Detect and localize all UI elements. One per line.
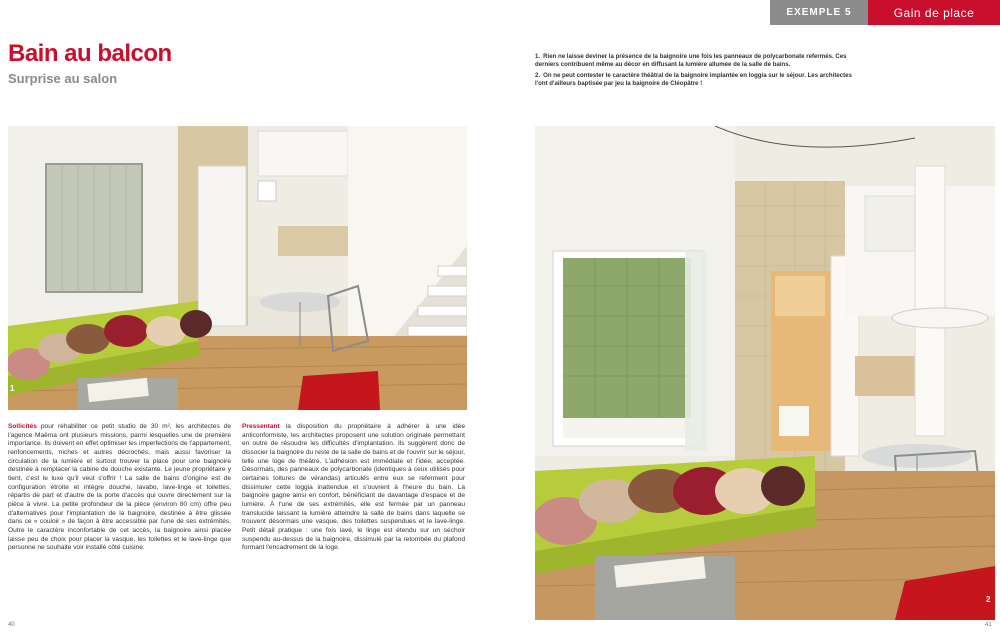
column-lead-word: Pressentant [242, 423, 280, 430]
photo-caption-2 [535, 72, 855, 89]
caption-text: Rien ne laisse deviner la présence de la baignoire une fois les panneaux de polycarbonate refermés. Ces derniers contribuent même au décor en diffusant la lumière allumée de la salle de bains. [535, 53, 847, 69]
page-number-right: 41 [985, 622, 992, 628]
photo-caption-1 [535, 53, 855, 70]
photo-number-2: 2 [986, 595, 991, 604]
photo-number-1: 1 [10, 384, 15, 393]
body-column-2 [242, 423, 465, 553]
caption-number: 2. [535, 72, 541, 79]
photo-bath-loggia-open [535, 126, 995, 620]
caption-text: On ne peut contester le caractère théâtral de la baignoire implantée en loggia sur le séjour. Les architectes l'ont d'ailleurs baptisée par jeu la baignoire de Cléopâtre ! [535, 72, 852, 88]
body-column-1 [8, 423, 231, 553]
section-tab-topic: Gain de place [868, 0, 1000, 25]
photo-living-room-closed [8, 126, 467, 410]
column-text: pour réhabiliter ce petit studio de 30 m², les architectes de l'agence Maëma ont plusieurs missions, parmi lesquelles une de première importance. Ils doivent en effet optimiser les imperfections de l'appartement, renfoncements, niches et autres décrochés, mais aussi favoriser la circulation de la lumière et surtout trouver la place pour une baignoire destinée à remplacer la cabine de douche existante. Le jeune propriétaire y tient, c'est le luxe qu'il veut s'offrir ! La salle de bains d'origine est de configuration étroite et intègre douche, lavabo, lave-linge et toilettes, répartis de part et d'autre de la porte d'accès qui ouvre directement sur la pièce à vivre. La petite profondeur de la pièce (environ 80 cm) offre peu d'alternatives pour l'implantation de la baignoire, destinée à être glissée dans ce « couloir » de façon à être accessible par l'une de ses extrémités. Outre le caractère inconfortable de cet accès, la baignoire ainsi placée laisse peu de choix pour placer la vasque, les toilettes et le lave-linge que personne ne souhaite voir installé côté cuisine. [8, 423, 231, 552]
caption-number: 1. [535, 53, 541, 60]
bath-loggia-illustration [535, 126, 995, 620]
article-title: Bain au balcon [8, 40, 172, 67]
column-lead-word: Sollicités [8, 423, 37, 430]
page-number-left: 40 [8, 622, 15, 628]
living-room-illustration [8, 126, 467, 410]
column-text: la disposition du propriétaire à adhérer à une idée anticonformiste, les architectes proposent une solution originale permettant en outre de résoudre les difficultés d'implantation. Ils suggèrent donc de dissocier la baignoire du reste de la salle de bains et de l'ouvrir sur le séjour, telle une loge de théâtre. L'adhésion est immédiate et l'idée, acceptée. Désormais, des panneaux de polycarbonate (identiques à ceux utilisés pour certaines toitures de vérandas) articulés entre eux se referment pour dissimuler cette loggia inattendue et s'ouvrent à l'heure du bain. La baignoire gagne ainsi en confort, bénéficiant de davantage d'espace et de lumière. À l'une de ses extrémités, elle est fermée par un panneau translucide laissant la lumière atteindre la salle de bains dans laquelle se trouvent désormais une vasque, des toilettes suspendues et le lave-linge. Petit détail pratique : une fois lavé, le linge est étendu sur un séchoir suspendu au-dessus de la baignoire, dissimulé par la retombée du plafond formant l'encadrement de la loge. [242, 423, 465, 552]
section-tab-example: EXEMPLE 5 [770, 0, 868, 25]
article-subtitle: Surprise au salon [8, 71, 118, 86]
